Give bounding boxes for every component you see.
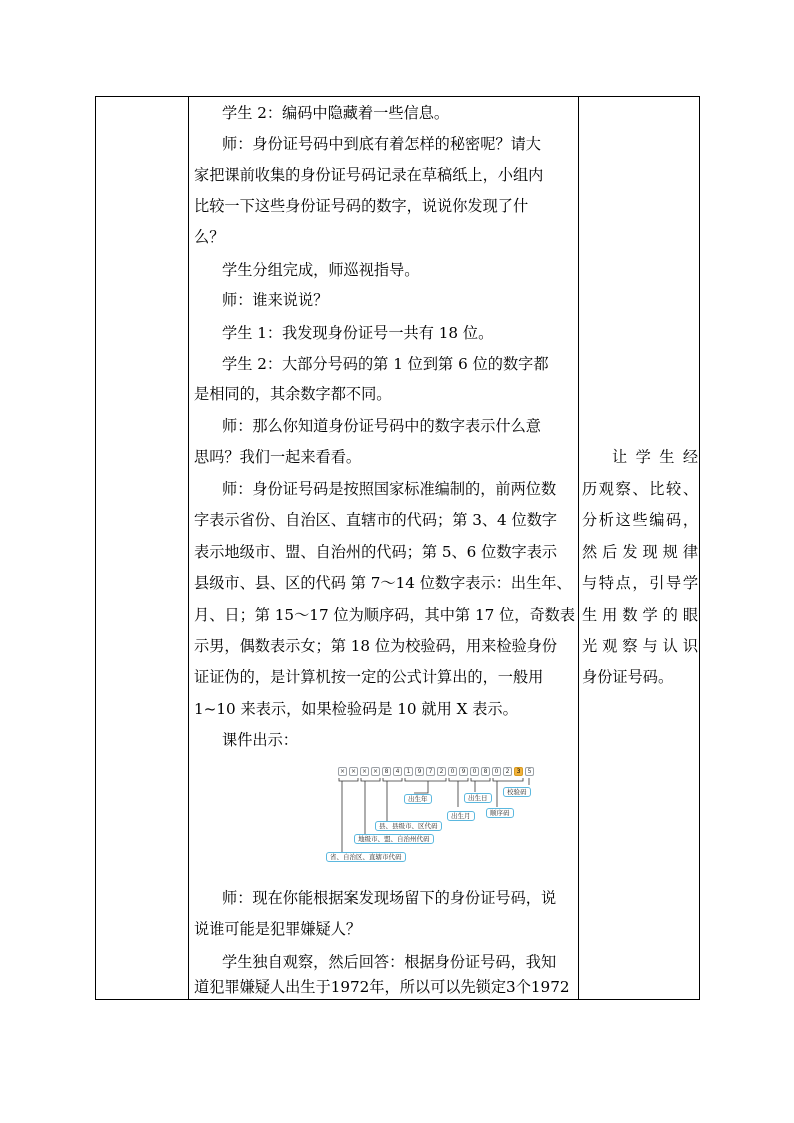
paragraph: 示男，偶数表示女；第 18 位为校验码，用来检验身份 <box>194 637 558 655</box>
id-number-diagram <box>322 767 562 867</box>
id-digit: 8 <box>382 767 391 776</box>
label-birth-year: 出生年 <box>404 794 432 804</box>
paragraph: 学生 1：我发现身份证号一共有 18 位。 <box>222 324 494 342</box>
paragraph: 师：身份证号码中到底有着怎样的秘密呢？请大 <box>222 135 541 153</box>
lesson-table <box>95 96 700 1000</box>
paragraph: 学生独自观察，然后回答：根据身份证号码，我知 <box>222 953 557 971</box>
paragraph: 道犯罪嫌疑人出生于1972年，所以可以先锁定3个1972 <box>194 978 570 996</box>
paragraph: 师：谁来说说？ <box>222 291 329 309</box>
intent-line: 然后发现规律 <box>582 543 698 561</box>
intent-line: 历观察、比较、 <box>582 480 698 498</box>
id-digit-highlighted: 3 <box>514 767 523 776</box>
paragraph: 课件出示： <box>222 731 298 749</box>
id-digit: 9 <box>459 767 468 776</box>
id-digit: 0 <box>448 767 457 776</box>
paragraph: 师：现在你能根据案发现场留下的身份证号码，说 <box>222 889 557 907</box>
id-digit: × <box>339 768 346 775</box>
id-digit: × <box>350 768 357 775</box>
paragraph: 学生分组完成，师巡视指导。 <box>222 261 420 279</box>
paragraph: 1~10 来表示，如果检验码是 10 就用 X 表示。 <box>194 700 518 718</box>
column-divider-left <box>188 97 189 999</box>
intent-line: 分析这些编码， <box>582 511 698 529</box>
id-digit: 2 <box>503 767 512 776</box>
label-prefecture-code: 地级市、盟、自治州代码 <box>354 834 434 844</box>
paragraph: 家把课前收集的身份证号码记录在草稿纸上，小组内 <box>194 166 544 184</box>
paragraph: 说谁可能是犯罪嫌疑人？ <box>194 920 362 938</box>
id-digit: 1 <box>404 767 413 776</box>
id-digit: 7 <box>426 767 435 776</box>
id-digit: 0 <box>470 767 479 776</box>
paragraph: 县级市、县、区的代码 第 7～14 位数字表示：出生年、 <box>194 574 572 592</box>
paragraph: 思吗？我们一起来看看。 <box>194 448 362 466</box>
paragraph: 月、日；第 15～17 位为顺序码，其中第 17 位，奇数表 <box>194 606 576 624</box>
design-intent-cell <box>578 97 700 999</box>
label-birth-day: 出生日 <box>464 793 492 803</box>
label-check-code: 校验码 <box>503 787 531 797</box>
id-digit: × <box>372 768 379 775</box>
id-digit: 0 <box>492 767 501 776</box>
intent-line: 与特点，引导学 <box>582 574 698 592</box>
teaching-process-cell <box>190 97 578 999</box>
label-county-code: 县、县级市、区代码 <box>375 821 442 831</box>
id-digit: 2 <box>437 767 446 776</box>
paragraph: 师：那么你知道身份证号码中的数字表示什么意 <box>222 417 541 435</box>
id-digit: 8 <box>481 767 490 776</box>
id-digit: 5 <box>525 767 534 776</box>
intent-line: 生用数学的眼 <box>582 606 698 624</box>
paragraph: 学生 2：编码中隐藏着一些信息。 <box>222 104 450 122</box>
label-province-code: 省、自治区、直辖市代码 <box>326 852 406 862</box>
paragraph: 证证伪的，是计算机按一定的公式计算出的，一般用 <box>194 668 544 686</box>
paragraph: 比较一下这些身份证号码的数字，说说你发现了什 <box>194 197 529 215</box>
intent-line: 光观察与认识 <box>582 637 698 655</box>
label-birth-month: 出生月 <box>447 811 475 821</box>
label-sequence-code: 顺序码 <box>486 808 514 818</box>
paragraph: 学生 2：大部分号码的第 1 位到第 6 位的数字都 <box>222 355 549 373</box>
id-digit: 4 <box>393 767 402 776</box>
id-digit: 9 <box>415 767 424 776</box>
paragraph: 表示地级市、盟、自治州的代码；第 5、6 位数字表示 <box>194 543 558 561</box>
intent-line: 让学生经 <box>612 448 698 466</box>
paragraph: 字表示省份、自治区、直辖市的代码；第 3、4 位数字 <box>194 511 558 529</box>
id-digit: × <box>361 768 368 775</box>
intent-line: 身份证号码。 <box>582 668 674 686</box>
paragraph: 师：身份证号码是按照国家标准编制的，前两位数 <box>222 480 557 498</box>
paragraph: 么？ <box>194 228 225 246</box>
paragraph: 是相同的，其余数字都不同。 <box>194 385 392 403</box>
